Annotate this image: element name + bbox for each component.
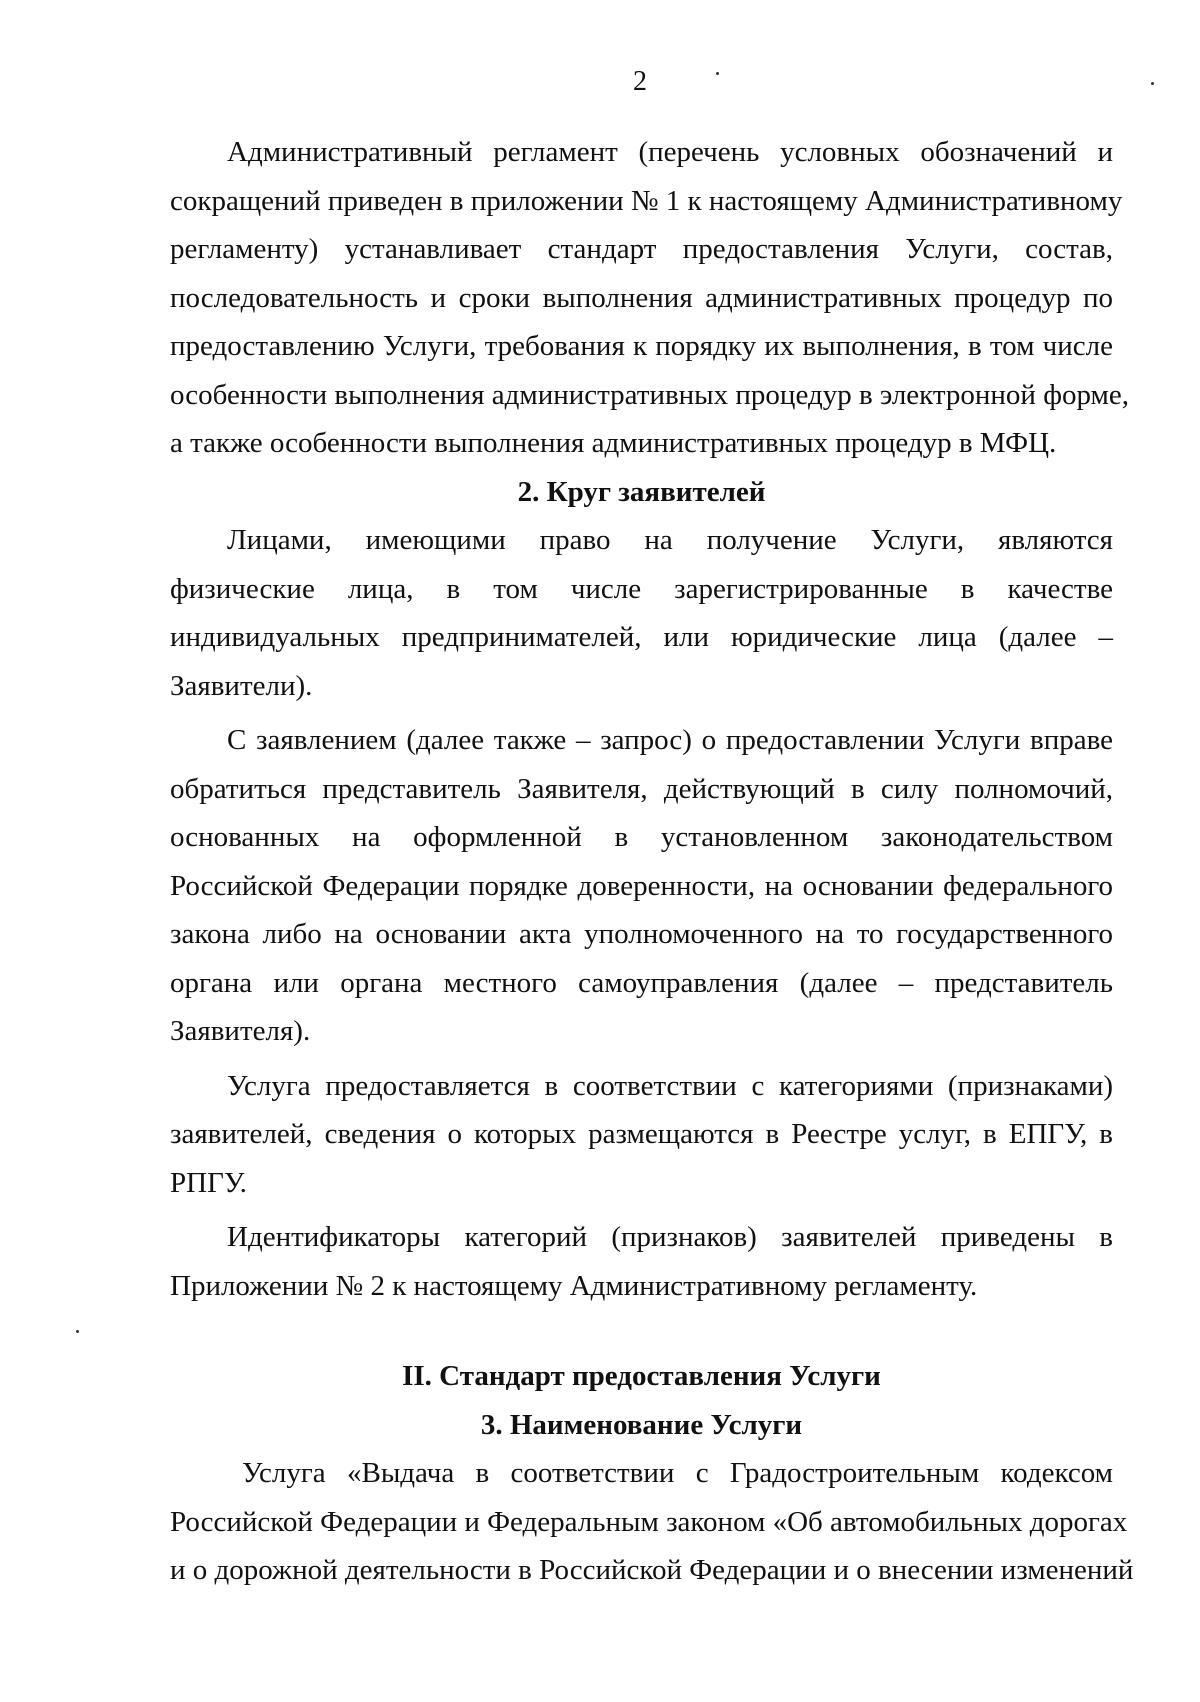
- part-heading-service-standard: II. Стандарт предоставления Услуги: [402, 1360, 881, 1392]
- text-line: последовательность и сроки выполнения административных процедур по: [170, 281, 1113, 314]
- text-line: Российской Федерации порядке доверенности, на основании федерального: [170, 869, 1113, 902]
- applicants-paragraph-4: [170, 1213, 1113, 1310]
- document-body: [170, 128, 1134, 1595]
- text-line: С заявлением (далее также – запрос) о предоставлении Услуги вправе: [227, 724, 1113, 756]
- text-line: Идентификаторы категорий (признаков) заявителей приведены в: [227, 1221, 1113, 1253]
- applicants-paragraph-2: [170, 716, 1113, 1056]
- applicants-paragraph-3: [170, 1062, 1113, 1208]
- text-line: Услуга «Выдача в соответствии с Градостроительным кодексом: [242, 1457, 1113, 1489]
- text-line: Заявители).: [170, 669, 313, 702]
- text-line: Заявителя).: [170, 1015, 311, 1047]
- scan-speck: [716, 72, 719, 75]
- intro-paragraph: [170, 128, 1130, 468]
- text-line: Российской Федерации и Федеральным законом «Об автомобильных дорогах: [170, 1505, 1128, 1538]
- text-line: Приложении № 2 к настоящему Административному регламенту.: [170, 1269, 978, 1302]
- page-number: 2: [633, 66, 647, 97]
- section-heading-applicants: 2. Круг заявителей: [517, 475, 766, 508]
- text-line: регламенту) устанавливает стандарт предоставления Услуги, состав,: [170, 233, 1113, 265]
- applicants-paragraph-1: [170, 516, 1113, 710]
- section-heading-service-name: 3. Наименование Услуги: [480, 1408, 803, 1441]
- text-line: Лицами, имеющими право на получение Услуги, являются: [227, 524, 1113, 556]
- text-line: Административный регламент (перечень условных обозначений и: [227, 136, 1113, 168]
- text-line: физические лица, в том числе зарегистрированные в качестве: [170, 572, 1113, 605]
- text-line: особенности выполнения административных процедур в электронной форме,: [170, 378, 1130, 411]
- scan-speck: [76, 1330, 79, 1333]
- service-name-paragraph: [170, 1449, 1134, 1595]
- text-line: органа или органа местного самоуправления (далее – представитель: [170, 966, 1113, 999]
- text-line: предоставлению Услуги, требования к порядку их выполнения, в том числе: [170, 330, 1113, 362]
- text-line: а также особенности выполнения административных процедур в МФЦ.: [170, 427, 1057, 459]
- text-line: РПГУ.: [170, 1166, 247, 1199]
- text-line: индивидуальных предпринимателей, или юридические лица (далее –: [170, 621, 1113, 653]
- text-line: Услуга предоставляется в соответствии с категориями (признаками): [227, 1069, 1113, 1102]
- text-line: заявителей, сведения о которых размещаются в Реестре услуг, в ЕПГУ, в: [170, 1118, 1113, 1150]
- scan-speck: [1151, 82, 1154, 85]
- text-line: сокращений приведен в приложении № 1 к настоящему Административному: [170, 184, 1123, 217]
- text-line: обратиться представитель Заявителя, действующий в силу полномочий,: [170, 772, 1113, 805]
- text-line: закона либо на основании акта уполномоченного на то государственного: [170, 918, 1113, 950]
- text-line: основанных на оформленной в установленном законодательством: [170, 821, 1113, 853]
- text-line: и о дорожной деятельности в Российской Федерации и о внесении изменений: [170, 1554, 1134, 1586]
